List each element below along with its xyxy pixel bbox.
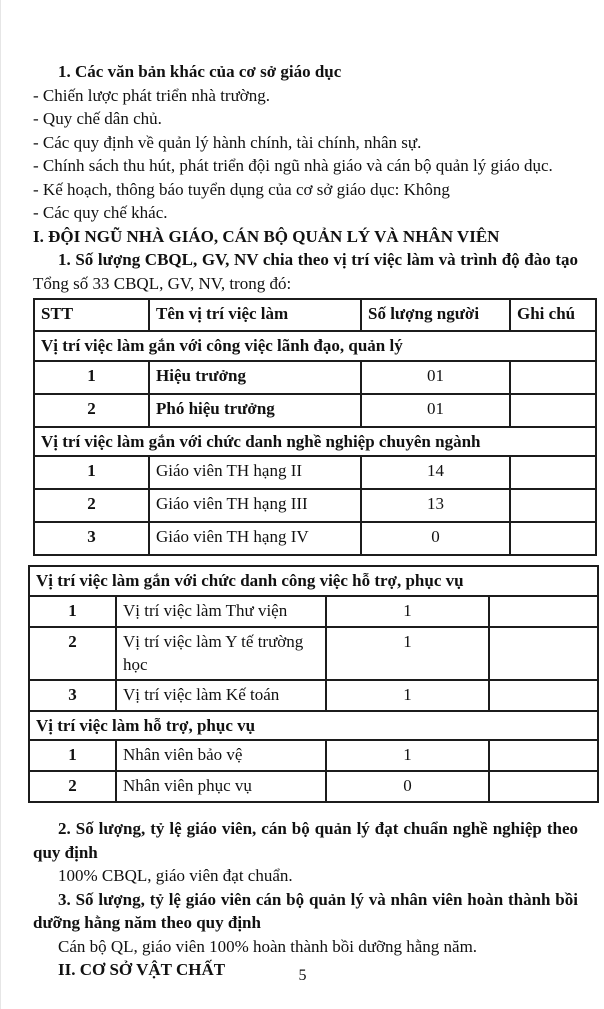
stt-cell: 3	[29, 680, 116, 711]
table-row	[34, 522, 596, 555]
note-cell	[510, 394, 596, 427]
note-cell	[489, 596, 598, 627]
para-staff-count-rest: Tổng số 33 CBQL, GV, NV, trong đó:	[33, 273, 292, 293]
quantity-cell: 01	[361, 394, 510, 427]
table-row	[29, 740, 598, 771]
section-row-support	[29, 566, 598, 596]
note-cell	[510, 522, 596, 555]
table-row	[29, 771, 598, 802]
page-number: 5	[298, 967, 307, 984]
section-title: Vị trí việc làm gắn với chức danh công việc hỗ trợ, phục vụ	[29, 566, 598, 596]
stt-cell: 2	[29, 771, 116, 802]
position-name-cell: Phó hiệu trưởng	[149, 394, 361, 427]
stt-cell: 1	[29, 596, 116, 627]
table-row	[34, 361, 596, 394]
header-position-name: Tên vị trí việc làm	[149, 299, 361, 331]
position-name-cell: Vị trí việc làm Thư viện	[116, 596, 326, 627]
header-note: Ghi chú	[510, 299, 596, 331]
para-2-heading: 2. Số lượng, tỷ lệ giáo viên, cán bộ quản lý đạt chuẩn nghề nghiệp theo quy định	[33, 819, 578, 862]
quantity-cell: 0	[361, 522, 510, 555]
section-title: Vị trí việc làm gắn với công việc lãnh đạo, quản lý	[34, 331, 596, 361]
quantity-cell: 13	[361, 489, 510, 522]
table-row	[29, 680, 598, 711]
stt-cell: 1	[34, 361, 149, 394]
position-name-cell: Nhân viên bảo vệ	[116, 740, 326, 771]
para-2-body: 100% CBQL, giáo viên đạt chuẩn.	[58, 866, 293, 885]
table-header-row	[34, 299, 596, 331]
note-cell	[510, 456, 596, 489]
heading-section-I: I. ĐỘI NGŨ NHÀ GIÁO, CÁN BỘ QUẢN LÝ VÀ NHÂN VIÊN	[33, 226, 500, 246]
position-name-cell: Nhân viên phục vụ	[116, 771, 326, 802]
note-cell	[489, 680, 598, 711]
stt-cell: 1	[29, 740, 116, 771]
table-row	[29, 596, 598, 627]
section-row-leadership	[34, 331, 596, 361]
table-row	[34, 489, 596, 522]
section-row-service	[29, 711, 598, 741]
quantity-cell: 0	[326, 771, 489, 802]
section-row-professional	[34, 427, 596, 457]
quantity-cell: 1	[326, 740, 489, 771]
stt-cell: 1	[34, 456, 149, 489]
list-item-other-rules: - Các quy chế khác.	[33, 203, 168, 222]
staff-positions-table-1	[33, 298, 597, 556]
table-row	[34, 394, 596, 427]
position-name-cell: Giáo viên TH hạng II	[149, 456, 361, 489]
para-3-body: Cán bộ QL, giáo viên 100% hoàn thành bồi dưỡng hằng năm.	[58, 936, 478, 956]
staff-positions-table-2	[28, 565, 599, 803]
section-title: Vị trí việc làm hỗ trợ, phục vụ	[29, 711, 598, 741]
heading-section-II: II. CƠ SỞ VẬT CHẤT	[58, 960, 226, 979]
list-item-policy: - Chính sách thu hút, phát triển đội ngũ nhà giáo và cán bộ quản lý giáo dục.	[33, 156, 553, 175]
list-item-recruitment: - Kế hoạch, thông báo tuyển dụng của cơ sở giáo dục: Không	[33, 179, 450, 199]
note-cell	[489, 771, 598, 802]
header-quantity: Số lượng người	[361, 299, 510, 331]
quantity-cell: 1	[326, 596, 489, 627]
position-name-cell: Vị trí việc làm Y tế trường học	[116, 627, 326, 680]
list-item-regulations: - Các quy định về quản lý hành chính, tài chính, nhân sự.	[33, 132, 422, 152]
para-staff-count	[33, 248, 578, 295]
stt-cell: 2	[29, 627, 116, 680]
position-name-cell: Vị trí việc làm Kế toán	[116, 680, 326, 711]
list-item-strategy: - Chiến lược phát triển nhà trường.	[33, 85, 271, 105]
stt-cell: 3	[34, 522, 149, 555]
section-1-heading: 1. Các văn bản khác của cơ sở giáo dục	[58, 62, 342, 81]
note-cell	[489, 627, 598, 680]
list-item-democracy: - Quy chế dân chủ.	[33, 109, 162, 128]
position-name-cell: Giáo viên TH hạng IV	[149, 522, 361, 555]
note-cell	[510, 489, 596, 522]
quantity-cell: 14	[361, 456, 510, 489]
table-row	[34, 456, 596, 489]
para-staff-count-lead: 1. Số lượng CBQL, GV, NV chia theo vị trí việc làm và trình độ đào tạo	[58, 250, 578, 269]
table-row	[29, 627, 598, 680]
stt-cell: 2	[34, 489, 149, 522]
quantity-cell: 1	[326, 627, 489, 680]
header-stt: STT	[34, 299, 149, 331]
quantity-cell: 01	[361, 361, 510, 394]
stt-cell: 2	[34, 394, 149, 427]
position-name-cell: Hiệu trưởng	[149, 361, 361, 394]
para-3-heading: 3. Số lượng, tỷ lệ giáo viên cán bộ quản lý và nhân viên hoàn thành bồi dưỡng hằng năm theo quy định	[33, 889, 578, 932]
section-title: Vị trí việc làm gắn với chức danh nghề nghiệp chuyên ngành	[34, 427, 596, 457]
note-cell	[489, 740, 598, 771]
quantity-cell: 1	[326, 680, 489, 711]
note-cell	[510, 361, 596, 394]
position-name-cell: Giáo viên TH hạng III	[149, 489, 361, 522]
